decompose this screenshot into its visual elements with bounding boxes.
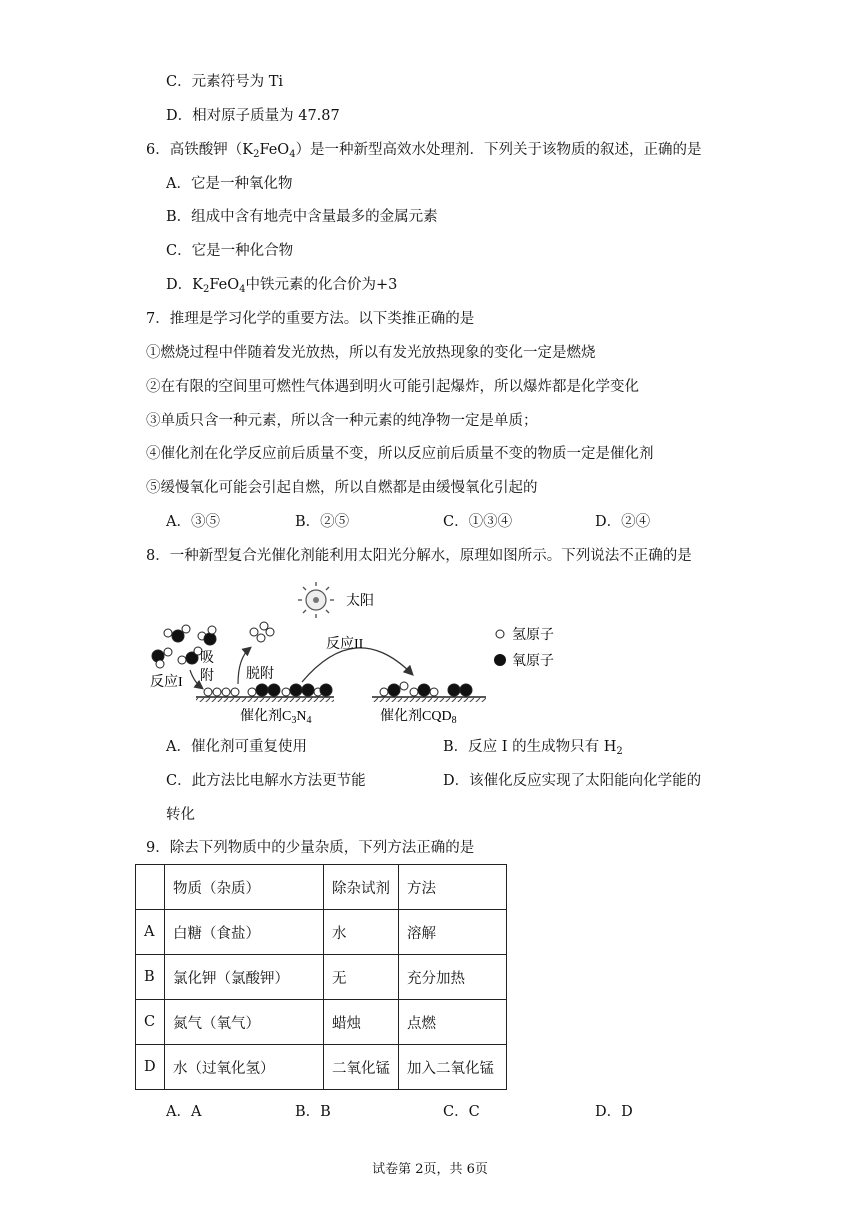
q8-option-b-text: B．反应 I 的生成物只有 H bbox=[443, 739, 617, 755]
q6-option-d-part3: 中铁元素的化合价为+3 bbox=[245, 277, 398, 293]
table-cell: 蜡烛 bbox=[324, 1000, 399, 1045]
table-cell: 充分加热 bbox=[399, 955, 507, 1000]
q6-option-d bbox=[166, 275, 397, 295]
q7-option-c: C．①③④ bbox=[443, 514, 513, 530]
adsorb-label-1: 吸 bbox=[200, 651, 214, 666]
hydrogen-molecules bbox=[250, 622, 274, 642]
legend-oxygen-icon bbox=[494, 654, 506, 666]
catalyst-cqd8-surface bbox=[372, 697, 486, 702]
q6-option-b: B．组成中含有地壳中含量最多的金属元素 bbox=[166, 209, 438, 225]
q6-option-d-part1: D．K bbox=[166, 277, 203, 293]
q7-statement-3: ③单质只含一种元素，所以含一种元素的纯净物一定是单质； bbox=[146, 413, 538, 429]
q6-stem bbox=[146, 140, 702, 160]
q9-options bbox=[0, 1102, 860, 1122]
q7-stem: 7．推理是学习化学的重要方法。以下类推正确的是 bbox=[146, 311, 475, 327]
table-cell: 加入二氧化锰 bbox=[399, 1045, 507, 1090]
q8-option-a: A．催化剂可重复使用 bbox=[166, 739, 307, 755]
q6-stem-sub4: 4 bbox=[289, 149, 296, 160]
q8-option-d-continued: 转化 bbox=[166, 807, 195, 823]
table-cell: 二氧化锰 bbox=[324, 1045, 399, 1090]
q9-option-a: A．A bbox=[166, 1104, 202, 1120]
q6-stem-part2: FeO bbox=[259, 142, 290, 158]
page-footer: 试卷第 2页，共 6页 bbox=[372, 1162, 488, 1177]
surface1-atoms bbox=[204, 684, 332, 696]
q9-option-c: C．C bbox=[443, 1104, 480, 1120]
q9-table bbox=[135, 864, 507, 1090]
q6-option-d-sub2: 2 bbox=[202, 284, 210, 295]
q5-option-d: D．相对原子质量为 47.87 bbox=[166, 108, 340, 124]
q7-statement-2: ②在有限的空间里可燃性气体遇到明火可能引起爆炸，所以爆炸都是化学变化 bbox=[146, 379, 639, 395]
q8-option-b-sub: 2 bbox=[616, 746, 623, 757]
q6-option-d-part2: FeO bbox=[209, 277, 240, 293]
q6-option-a: A．它是一种氧化物 bbox=[166, 176, 293, 192]
q6-option-c: C．它是一种化合物 bbox=[166, 243, 294, 259]
q7-statement-4: ④催化剂在化学反应前后质量不变，所以反应前后质量不变的物质一定是催化剂 bbox=[146, 446, 654, 462]
table-cell: 水（过氧化氢） bbox=[165, 1045, 324, 1090]
q8-stem: 8．一种新型复合光催化剂能利用太阳光分解水，原理如图所示。下列说法不正确的是 bbox=[146, 548, 692, 564]
q8-option-c: C．此方法比电解水方法更节能 bbox=[166, 773, 366, 789]
adsorb-label-2: 附 bbox=[200, 669, 214, 684]
legend-hydrogen-label: 氢原子 bbox=[512, 628, 554, 643]
table-row bbox=[136, 910, 507, 955]
table-cell: 无 bbox=[324, 955, 399, 1000]
table-row bbox=[136, 955, 507, 1000]
sun-label: 太阳 bbox=[346, 594, 374, 609]
q6-stem-sub2: 2 bbox=[253, 149, 260, 160]
reaction2-arrow bbox=[302, 648, 412, 682]
q7-statement-5: ⑤缓慢氧化可能会引起自燃，所以自燃都是由缓慢氧化引起的 bbox=[146, 480, 538, 496]
catalyst-c3n4-surface bbox=[196, 697, 334, 702]
q5-option-c: C．元素符号为 Ti bbox=[166, 74, 284, 90]
table-cell: C bbox=[136, 1000, 165, 1045]
table-cell: D bbox=[136, 1045, 165, 1090]
table-row bbox=[136, 1045, 507, 1090]
table-cell: 氮气（氧气） bbox=[165, 1000, 324, 1045]
table-header-cell: 方法 bbox=[399, 865, 507, 910]
table-row bbox=[136, 1000, 507, 1045]
q7-options bbox=[0, 512, 860, 532]
reaction1-label: 反应I bbox=[150, 675, 183, 690]
legend-oxygen-label: 氧原子 bbox=[512, 654, 554, 669]
table-cell: 溶解 bbox=[399, 910, 507, 955]
q7-option-b: B．②⑤ bbox=[295, 514, 350, 530]
q7-option-a: A．③⑤ bbox=[166, 514, 220, 530]
table-cell: 点燃 bbox=[399, 1000, 507, 1045]
q8-option-d: D．该催化反应实现了太阳能向化学能的 bbox=[443, 773, 702, 789]
q9-option-b: B．B bbox=[295, 1104, 331, 1120]
desorb-label: 脱附 bbox=[246, 667, 274, 682]
reaction2-label: 反应II bbox=[326, 637, 364, 652]
table-cell: A bbox=[136, 910, 165, 955]
q9-option-d: D．D bbox=[595, 1104, 633, 1120]
table-header-cell: 物质（杂质） bbox=[165, 865, 324, 910]
legend-hydrogen-icon bbox=[496, 630, 504, 638]
table-header-cell bbox=[136, 865, 165, 910]
table-header-row bbox=[136, 865, 507, 910]
catalyst-c3n4-label: 催化剂$C_3N_4$ bbox=[240, 709, 312, 726]
q6-stem-part1: 6．高铁酸钾（K bbox=[146, 142, 254, 158]
photocatalysis-diagram bbox=[150, 578, 580, 728]
table-header-cell: 除杂试剂 bbox=[324, 865, 399, 910]
surface2-atoms bbox=[380, 682, 472, 696]
sun-icon bbox=[298, 582, 334, 618]
q7-option-d: D．②④ bbox=[595, 514, 651, 530]
q6-stem-part3: ）是一种新型高效水处理剂．下列关于该物质的叙述，正确的是 bbox=[295, 142, 702, 158]
catalyst-cqd8-label: 催化剂$CQD_8$ bbox=[380, 709, 457, 726]
table-cell: B bbox=[136, 955, 165, 1000]
q8-option-b bbox=[443, 737, 623, 757]
q7-statement-1: ①燃烧过程中伴随着发光放热，所以有发光放热现象的变化一定是燃烧 bbox=[146, 345, 596, 361]
table-cell: 水 bbox=[324, 910, 399, 955]
q6-option-d-sub4: 4 bbox=[239, 284, 246, 295]
q9-stem: 9．除去下列物质中的少量杂质，下列方法正确的是 bbox=[146, 840, 475, 856]
table-cell: 氯化钾（氯酸钾） bbox=[165, 955, 324, 1000]
table-cell: 白糖（食盐） bbox=[165, 910, 324, 955]
